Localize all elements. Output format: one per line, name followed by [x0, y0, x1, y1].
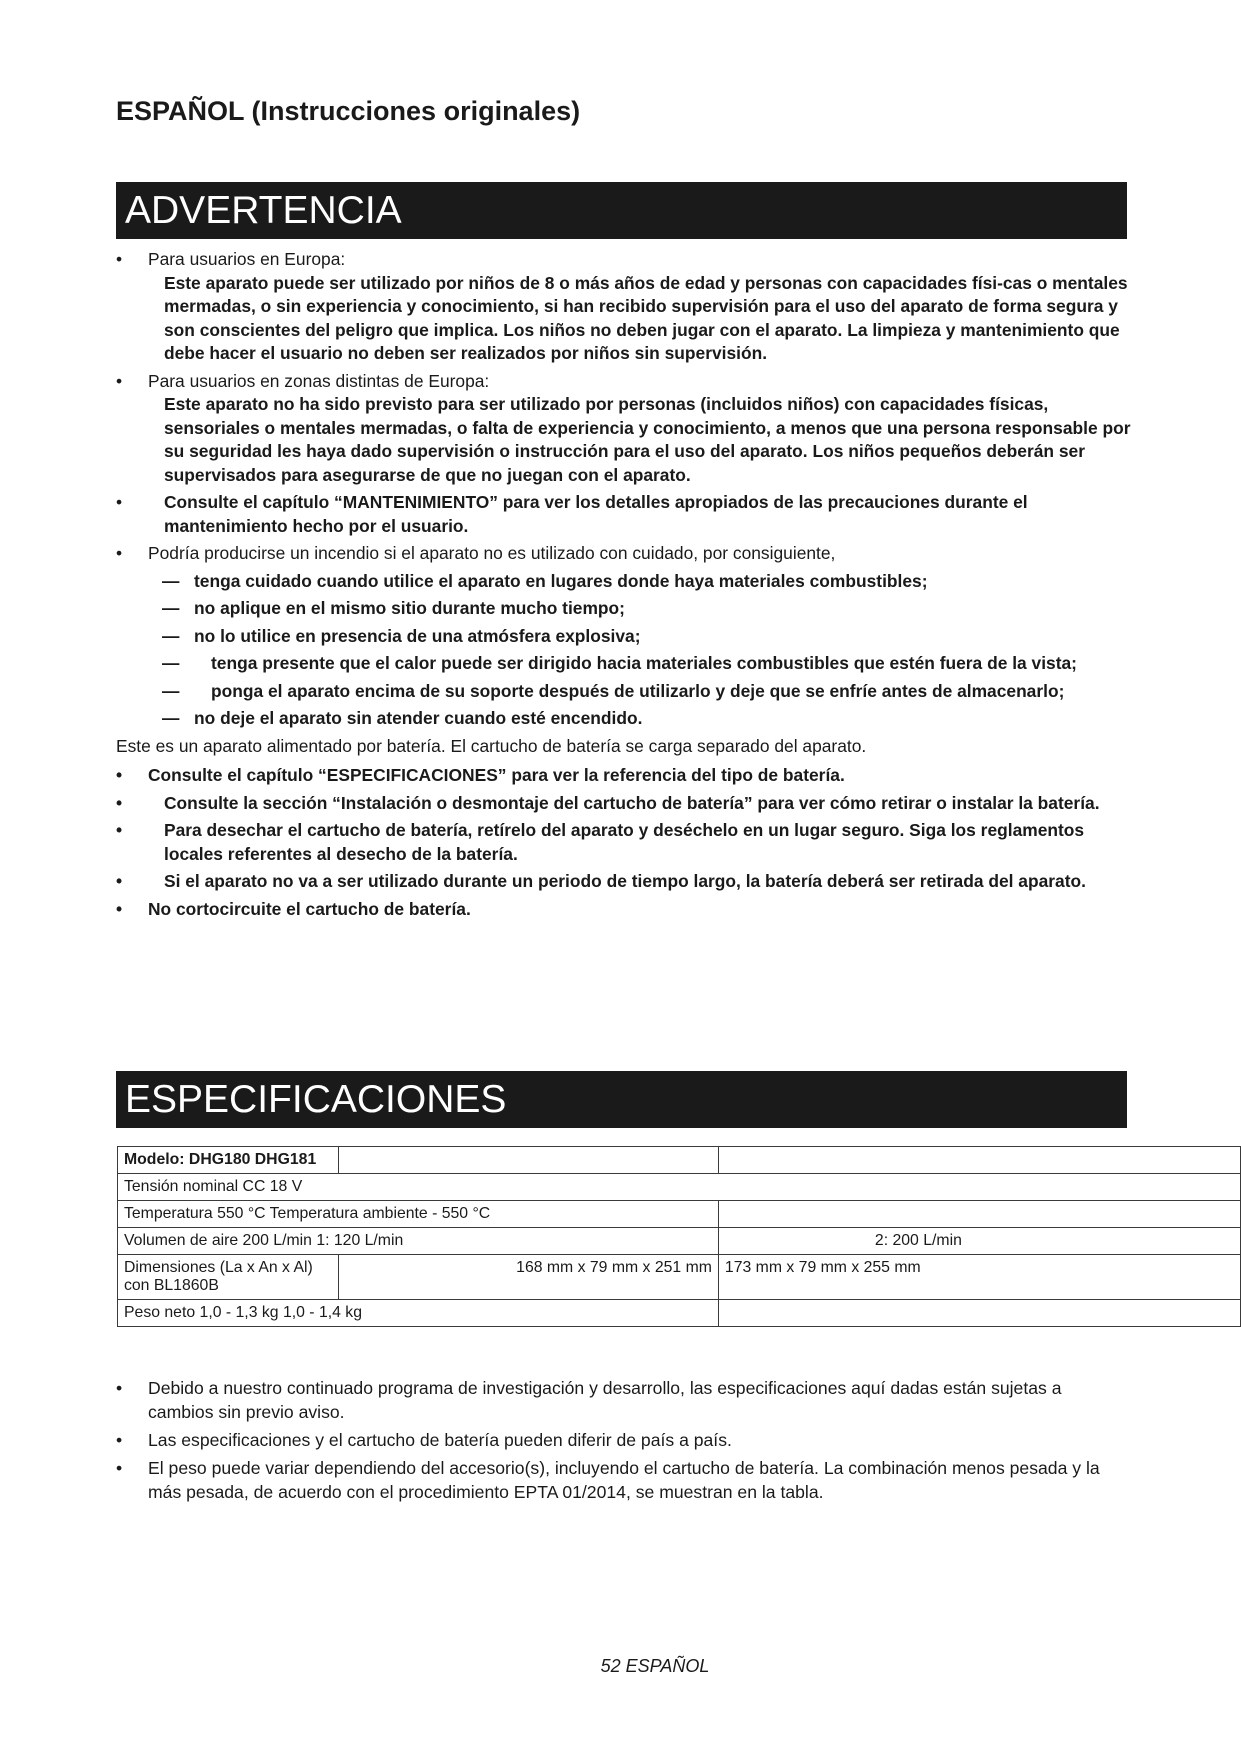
maintenance-text: Consulte el capítulo “MANTENIMIENTO” para ver los detalles apropiados de las precauciones durante el mantenimiento hecho por el usuario.: [164, 492, 1028, 536]
dimensions-label: Dimensiones (La x An x Al) con BL1860B: [118, 1255, 339, 1300]
other-intro: Para usuarios en zonas distintas de Europa:: [148, 370, 490, 391]
bullet: •: [116, 249, 123, 269]
bullet: •: [116, 543, 123, 563]
bullet: •: [116, 370, 123, 391]
specs-notes: [116, 1376, 1126, 1508]
table-row: [118, 1201, 1241, 1228]
other-text: Este aparato no ha sido previsto para ser utilizado por personas (incluidos niños) con capacidades físicas, sensoriales o mentales mermadas, o falta de experiencia y conocimiento, a menos que una persona responsable por su seguridad les haya dado supervisión o instrucción para el uso del aparato. Los niños pequeños deberán ser supervisados para asegurarse de que no juegan con el aparato.: [164, 394, 1131, 485]
battery-item: • Para desechar el cartucho de batería, retírelo del aparato y deséchelo en un lugar seguro. Siga los reglamentos locales referentes al desecho de la batería.: [116, 820, 1085, 864]
fire-item: — no aplique en el mismo sitio durante mucho tiempo;: [162, 598, 625, 618]
temperature-cell: Temperatura 550 °C Temperatura ambiente - 550 °C: [118, 1201, 719, 1228]
dimensions-a: 168 mm x 79 mm x 251 mm: [338, 1255, 718, 1300]
battery-line: Este es un aparato alimentado por batería. El cartucho de batería se carga separado del aparato.: [116, 735, 867, 756]
page-title: ESPAÑOL (Instrucciones originales): [116, 96, 581, 126]
europe-text: Este aparato puede ser utilizado por niños de 8 o más años de edad y personas con capacidades físi-cas o mentales mermadas, o sin experiencia y conocimiento, si han recibido supervisión para el uso del aparato de forma segura y son conscientes del peligro que implica. Los niños no deben jugar con el aparato. La limpieza y mantenimiento que debe hacer el usuario no deben ser realizados por niños sin supervisión.: [164, 272, 1128, 363]
dimensions-b: 173 mm x 79 mm x 255 mm: [718, 1255, 1240, 1300]
fire-intro: Podría producirse un incendio si el aparato no es utilizado con cuidado, por consiguiente,: [148, 543, 836, 563]
note-item: • Las especificaciones y el cartucho de batería pueden diferir de país a país.: [116, 1430, 732, 1450]
page-footer: 52 ESPAÑOL: [600, 1656, 710, 1676]
fire-item: — tenga cuidado cuando utilice el aparato en lugares donde haya materiales combustibles;: [162, 570, 928, 591]
warning-item-fire: [116, 542, 1136, 566]
table-row: [118, 1255, 1241, 1300]
battery-item: • No cortocircuite el cartucho de batería.: [116, 898, 471, 919]
warning-item-maintenance: [116, 491, 1136, 538]
specs-heading: ESPECIFICACIONES: [116, 1071, 1127, 1128]
note-item: • Debido a nuestro continuado programa de investigación y desarrollo, las especificaciones aquí dadas están sujetas a cambios sin previo aviso.: [116, 1378, 1062, 1422]
voltage-cell: Tensión nominal CC 18 V: [118, 1174, 1241, 1201]
bullet: •: [116, 492, 123, 512]
battery-item: • Si el aparato no va a ser utilizado durante un periodo de tiempo largo, la batería deberá ser retirada del aparato.: [116, 871, 1086, 891]
table-row: [118, 1228, 1241, 1255]
table-row: [118, 1174, 1241, 1201]
fire-item: — no deje el aparato sin atender cuando esté encendido.: [162, 708, 643, 728]
specs-table: [117, 1146, 1241, 1327]
table-row: [118, 1147, 1241, 1174]
table-row: [118, 1300, 1241, 1327]
battery-item: • Consulte la sección “Instalación o desmontaje del cartucho de batería” para ver cómo retirar o instalar la batería.: [116, 792, 1100, 813]
warning-section: [116, 248, 1136, 925]
airflow-2-cell: 2: 200 L/min: [718, 1228, 1240, 1255]
warning-heading: ADVERTENCIA: [116, 182, 1127, 239]
fire-item: — no lo utilice en presencia de una atmósfera explosiva;: [162, 625, 641, 646]
fire-item: — ponga el aparato encima de su soporte después de utilizarlo y deje que se enfríe antes de almacenarlo;: [162, 680, 1065, 701]
battery-item: • Consulte el capítulo “ESPECIFICACIONES” para ver la referencia del tipo de batería.: [116, 765, 845, 785]
fire-item: — tenga presente que el calor puede ser dirigido hacia materiales combustibles que estén fuera de la vista;: [162, 653, 1077, 673]
note-item: • El peso puede variar dependiendo del accesorio(s), incluyendo el cartucho de batería. La combinación menos pesada y la más pesada, de acuerdo con el procedimiento EPTA 01/2014, se muestran en la tabla.: [116, 1458, 1100, 1502]
model-label: Modelo: DHG180 DHG181: [118, 1147, 339, 1174]
airflow-cell: Volumen de aire 200 L/min 1: 120 L/min: [118, 1228, 719, 1255]
europe-intro: Para usuarios en Europa:: [148, 249, 346, 269]
warning-item-europe: [116, 248, 1136, 366]
warning-item-other: [116, 370, 1136, 488]
weight-cell: Peso neto 1,0 - 1,3 kg 1,0 - 1,4 kg: [118, 1300, 719, 1327]
